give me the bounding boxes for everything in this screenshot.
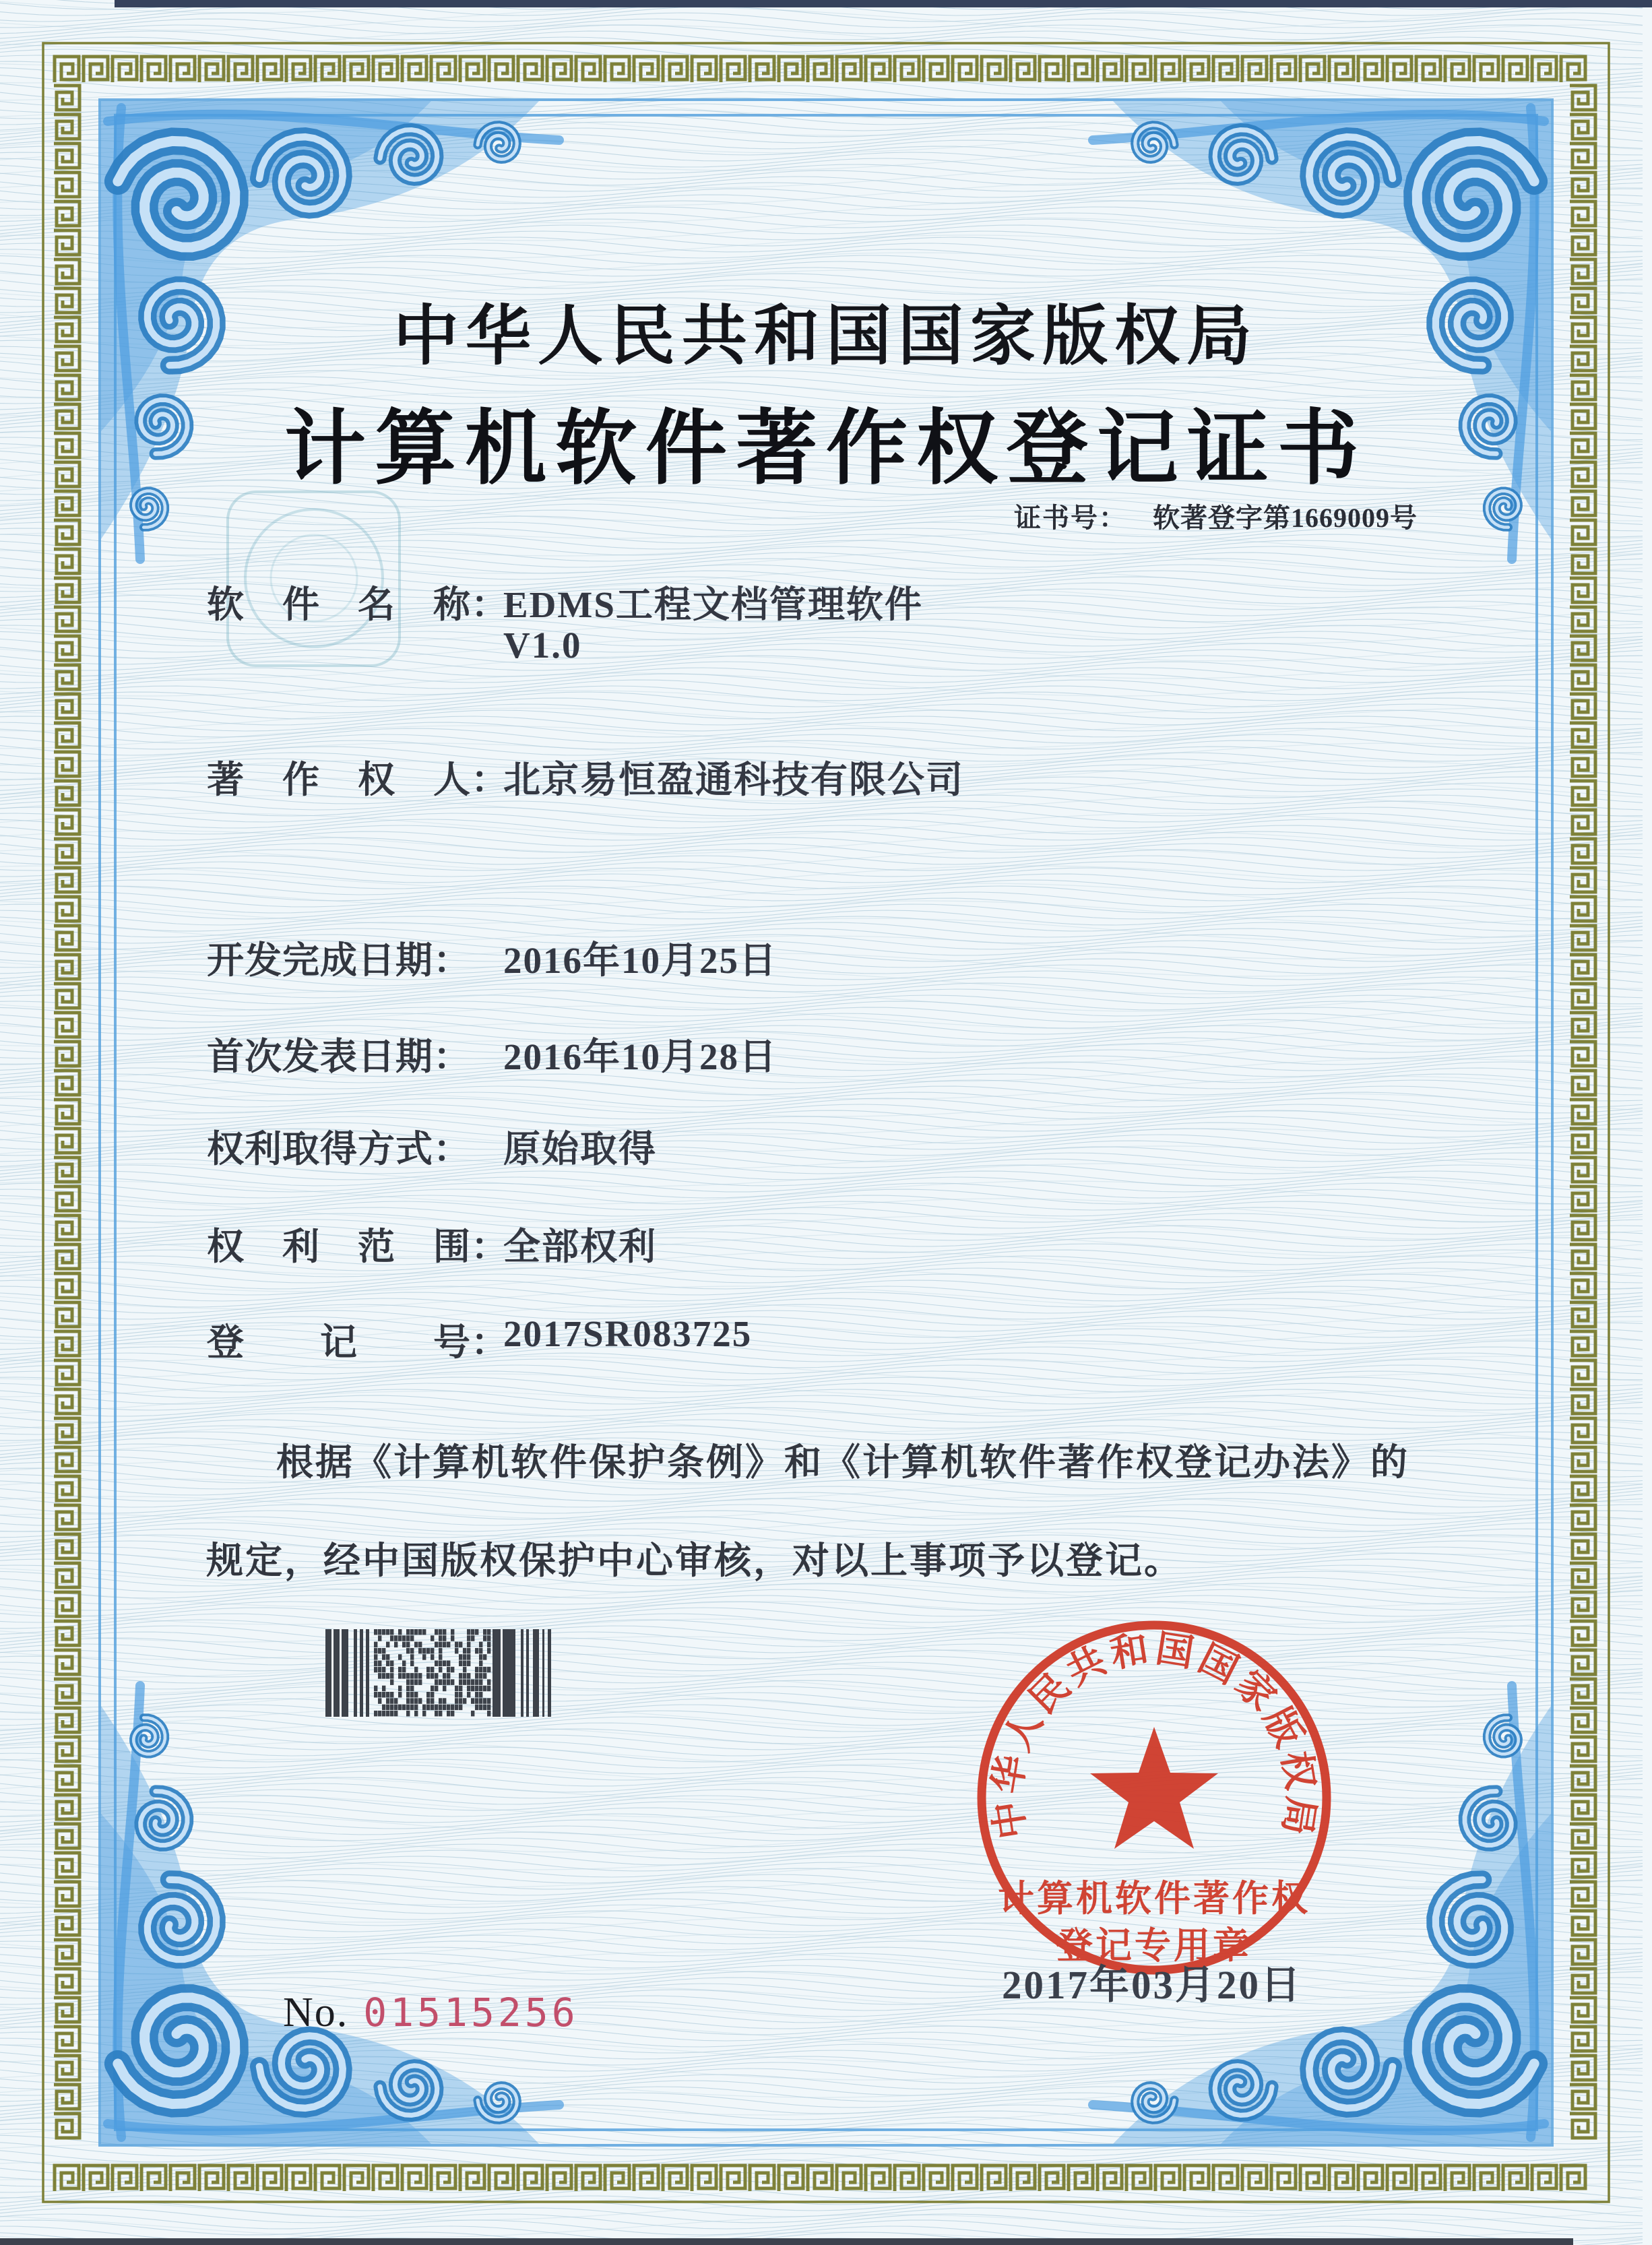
field-label-first-publish-date: 首次发表日期： [207,1036,472,1077]
field-label-dev-complete-date: 开发完成日期： [207,940,472,981]
certificate-number-line [1014,497,1418,535]
svg-text:中华人民共和国国家版权局 [985,1626,1323,1841]
seal-ring-text: 中华人民共和国国家版权局 [985,1626,1323,1842]
seal-text-line1: 计算机软件著作权 [998,1878,1310,1919]
scan-edge-top [115,0,1652,7]
certificate-title: 计算机软件著作权登记证书 [284,402,1368,494]
statement-line-1: 根据《计算机软件保护条例》和《计算机软件著作权登记办法》的 [276,1442,1410,1483]
field-label-rights-scope: 权 利 范 围： [207,1226,509,1267]
scan-edge-bottom [0,2238,1573,2245]
field-label-rights-acquisition: 权利取得方式： [207,1129,472,1170]
field-label-copyright-holder: 著 作 权 人： [207,759,509,800]
field-value-registration-number: 2017SR083725 [503,1313,753,1354]
field-label-registration-number: 登 记 号： [207,1322,509,1363]
statement-line-2: 规定，经中国版权保护中心审核，对以上事项予以登记。 [206,1540,1184,1581]
field-value-rights-scope: 全部权利 [503,1226,658,1267]
field-value-first-publish-date: 2016年10月28日 [503,1036,778,1077]
issuer-title: 中华人民共和国国家版权局 [393,299,1259,373]
serial-number-line [283,1989,579,2037]
seal-text-line2: 登记专用章 [1056,1926,1252,1966]
field-label-software-name: 软 件 名 称： [207,584,509,625]
seal-date: 2017年03月20日 [1002,1963,1302,2007]
barcode [325,1629,552,1717]
field-value-software-version: V1.0 [503,625,582,666]
serial-number: 01515256 [363,1990,579,2035]
field-value-copyright-holder: 北京易恒盈通科技有限公司 [503,759,965,800]
star-icon [1090,1727,1218,1849]
field-value-dev-complete-date: 2016年10月25日 [503,940,778,981]
field-value-software-name: EDMS工程文档管理软件 [503,584,923,625]
certificate-number-label: 证书号： [1014,503,1127,533]
field-value-rights-acquisition: 原始取得 [503,1129,658,1170]
seal-ring [982,1625,1327,1970]
certificate-number-value: 软著登字第1669009号 [1153,503,1418,533]
serial-label: No. [283,1990,349,2035]
